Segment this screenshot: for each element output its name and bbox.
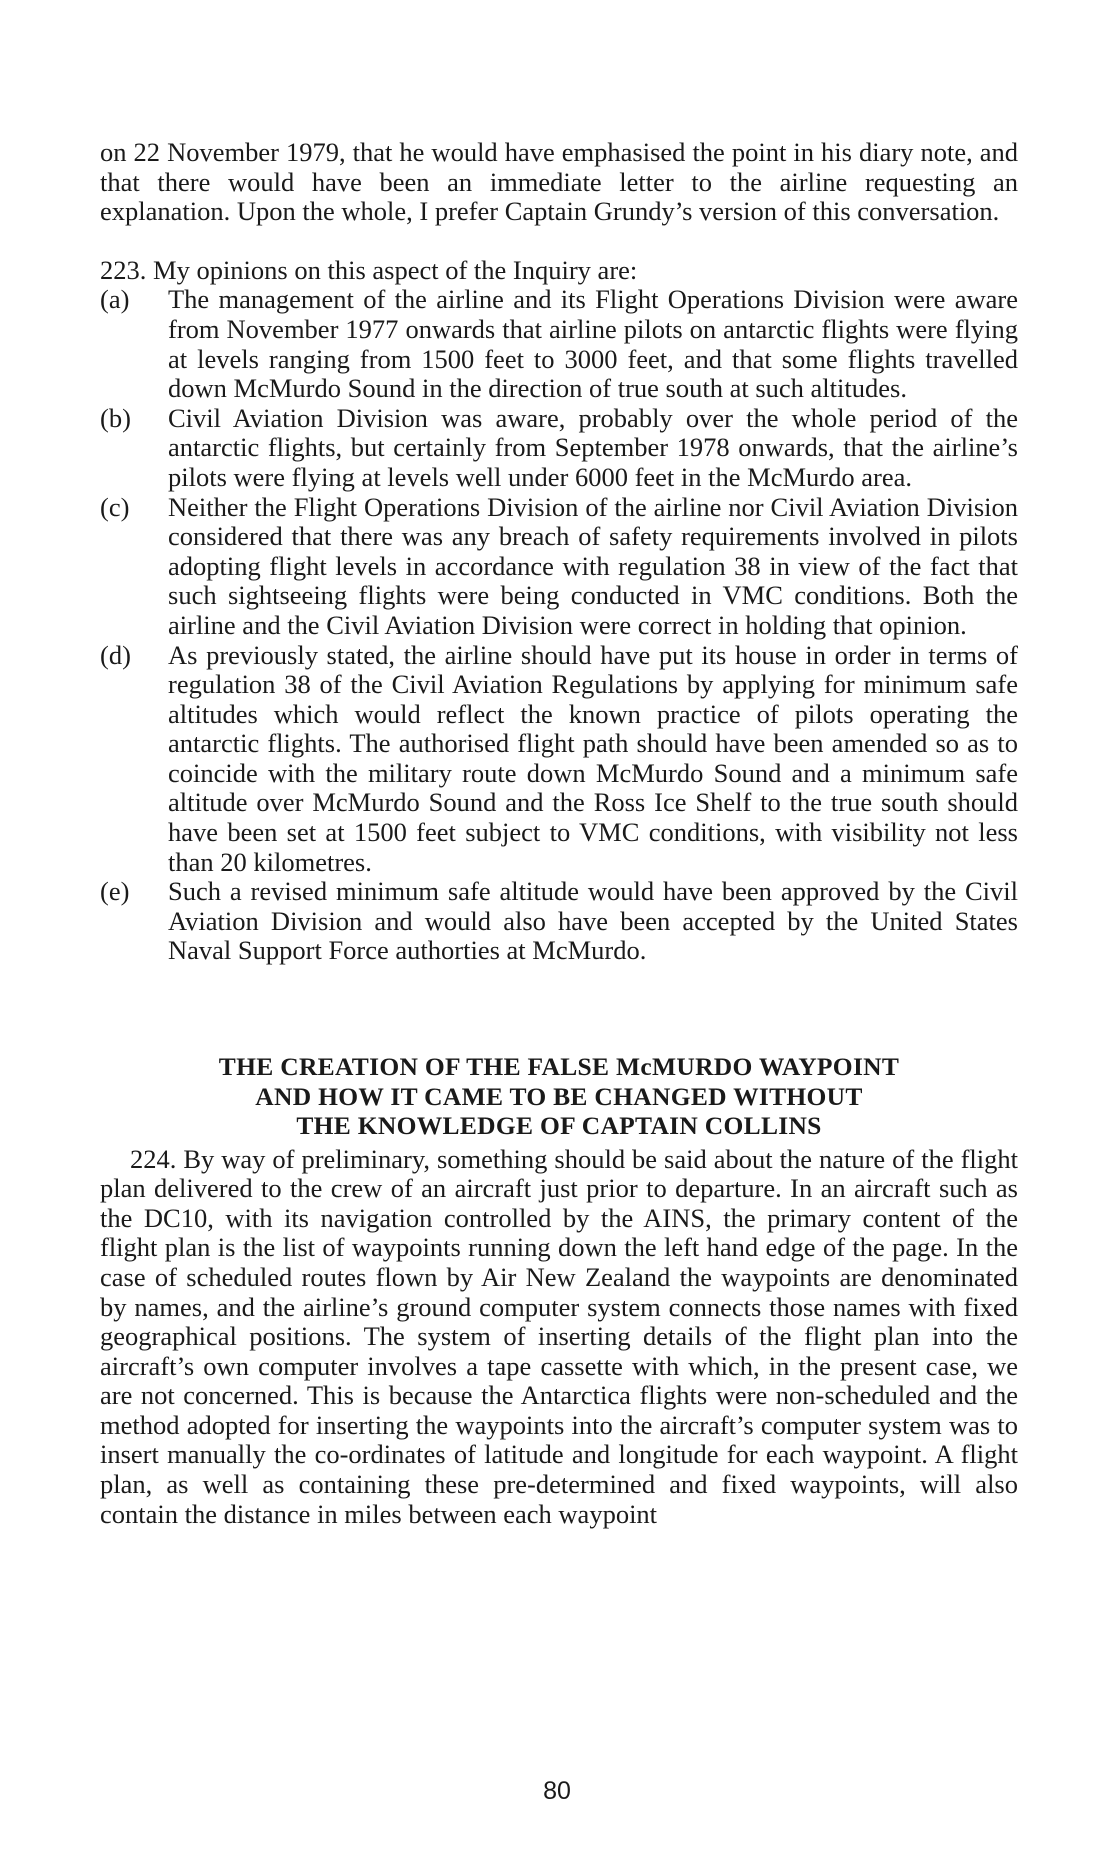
list-item [100,641,1018,878]
document-page [100,138,1018,1529]
list-item [100,877,1018,966]
list-item [100,404,1018,493]
list-item-label: (c) [100,491,130,522]
list-item-text: Neither the Flight Operations Division of the airline nor Civil Aviation Division considered that there was any breach of safety requirements involved in pilots adopting flight levels in accordance with regulation 38 in view of the fact that such sightseeing flights were being conducted in VMC conditions. Both the airline and the Civil Aviation Division were correct in holding that opinion. [168,491,1018,640]
paragraph-224: 224. By way of preliminary, something should be said about the nature of the flight plan delivered to the crew of an aircraft just prior to departure. In an aircraft such as the DC10, with its navigation controlled by the AINS, the primary content of the flight plan is the list of waypoints running down the left hand edge of the page. In the case of scheduled routes flown by Air New Zealand the waypoints are denominated by names, and the airline’s ground computer system connects those names with fixed geographical positions. The system of inserting details of the flight plan into the aircraft’s own computer involves a tape cassette with which, in the present case, we are not concerned. This is because the Antarctica flights were non-scheduled and the method adopted for inserting the waypoints into the aircraft’s computer system was to insert manually the co-ordinates of latitude and longitude for each waypoint. A flight plan, as well as containing these pre-determined and fixed waypoints, will also contain the distance in miles between each waypoint [100,1143,1018,1529]
list-item-text: The management of the airline and its Flight Operations Division were aware from November 1977 onwards that airline pilots on antarctic flights were flying at levels ranging from 1500 feet to 3000 feet, and that some flights travelled down McMurdo Sound in the direction of true south at such altitudes. [168,284,1018,404]
page-number: 80 [543,1777,571,1805]
paragraph-223-lead: 223. My opinions on this aspect of the Inquiry are: [100,254,638,285]
heading-line-2: AND HOW IT CAME TO BE CHANGED WITHOUT [255,1081,863,1111]
list-item-label: (e) [100,876,130,907]
list-item-text: As previously stated, the airline should have put its house in order in terms of regulation 38 of the Civil Aviation Regulations by applying for minimum safe altitudes which would reflect the known practice of pilots operating the antarctic flights. The authorised flight path should have been amended so as to coincide with the military route down McMurdo Sound and a minimum safe altitude over McMurdo Sound and the Ross Ice Shelf to the true south should have been set at 1500 feet subject to VMC conditions, with visibility not less than 20 kilometres. [168,639,1018,877]
list-item-text: Such a revised minimum safe altitude would have been approved by the Civil Aviation Division and would also have been accepted by the United States Naval Support Force authorties at McMurdo. [168,876,1018,966]
list-item [100,493,1018,641]
list-item-text: Civil Aviation Division was aware, probably over the whole period of the antarctic flights, but certainly from September 1978 onwards, that the airline’s pilots were flying at levels well under 6000 feet in the McMurdo area. [168,402,1018,492]
list-item-label: (d) [100,639,131,670]
continuation-paragraph: on 22 November 1979, that he would have emphasised the point in his diary note, and that there would have been an immediate letter to the airline requesting an explanation. Upon the whole, I prefer Captain Grundy’s version of this conversation. [100,137,1018,227]
heading-line-3: THE KNOWLEDGE OF CAPTAIN COLLINS [296,1111,822,1141]
list-item-label: (b) [100,402,131,433]
section-heading [100,1052,1018,1141]
list-item [100,285,1018,403]
opinions-list [100,285,1018,966]
heading-line-1: THE CREATION OF THE FALSE McMURDO WAYPOINT [218,1052,900,1082]
list-item-label: (a) [100,284,130,315]
